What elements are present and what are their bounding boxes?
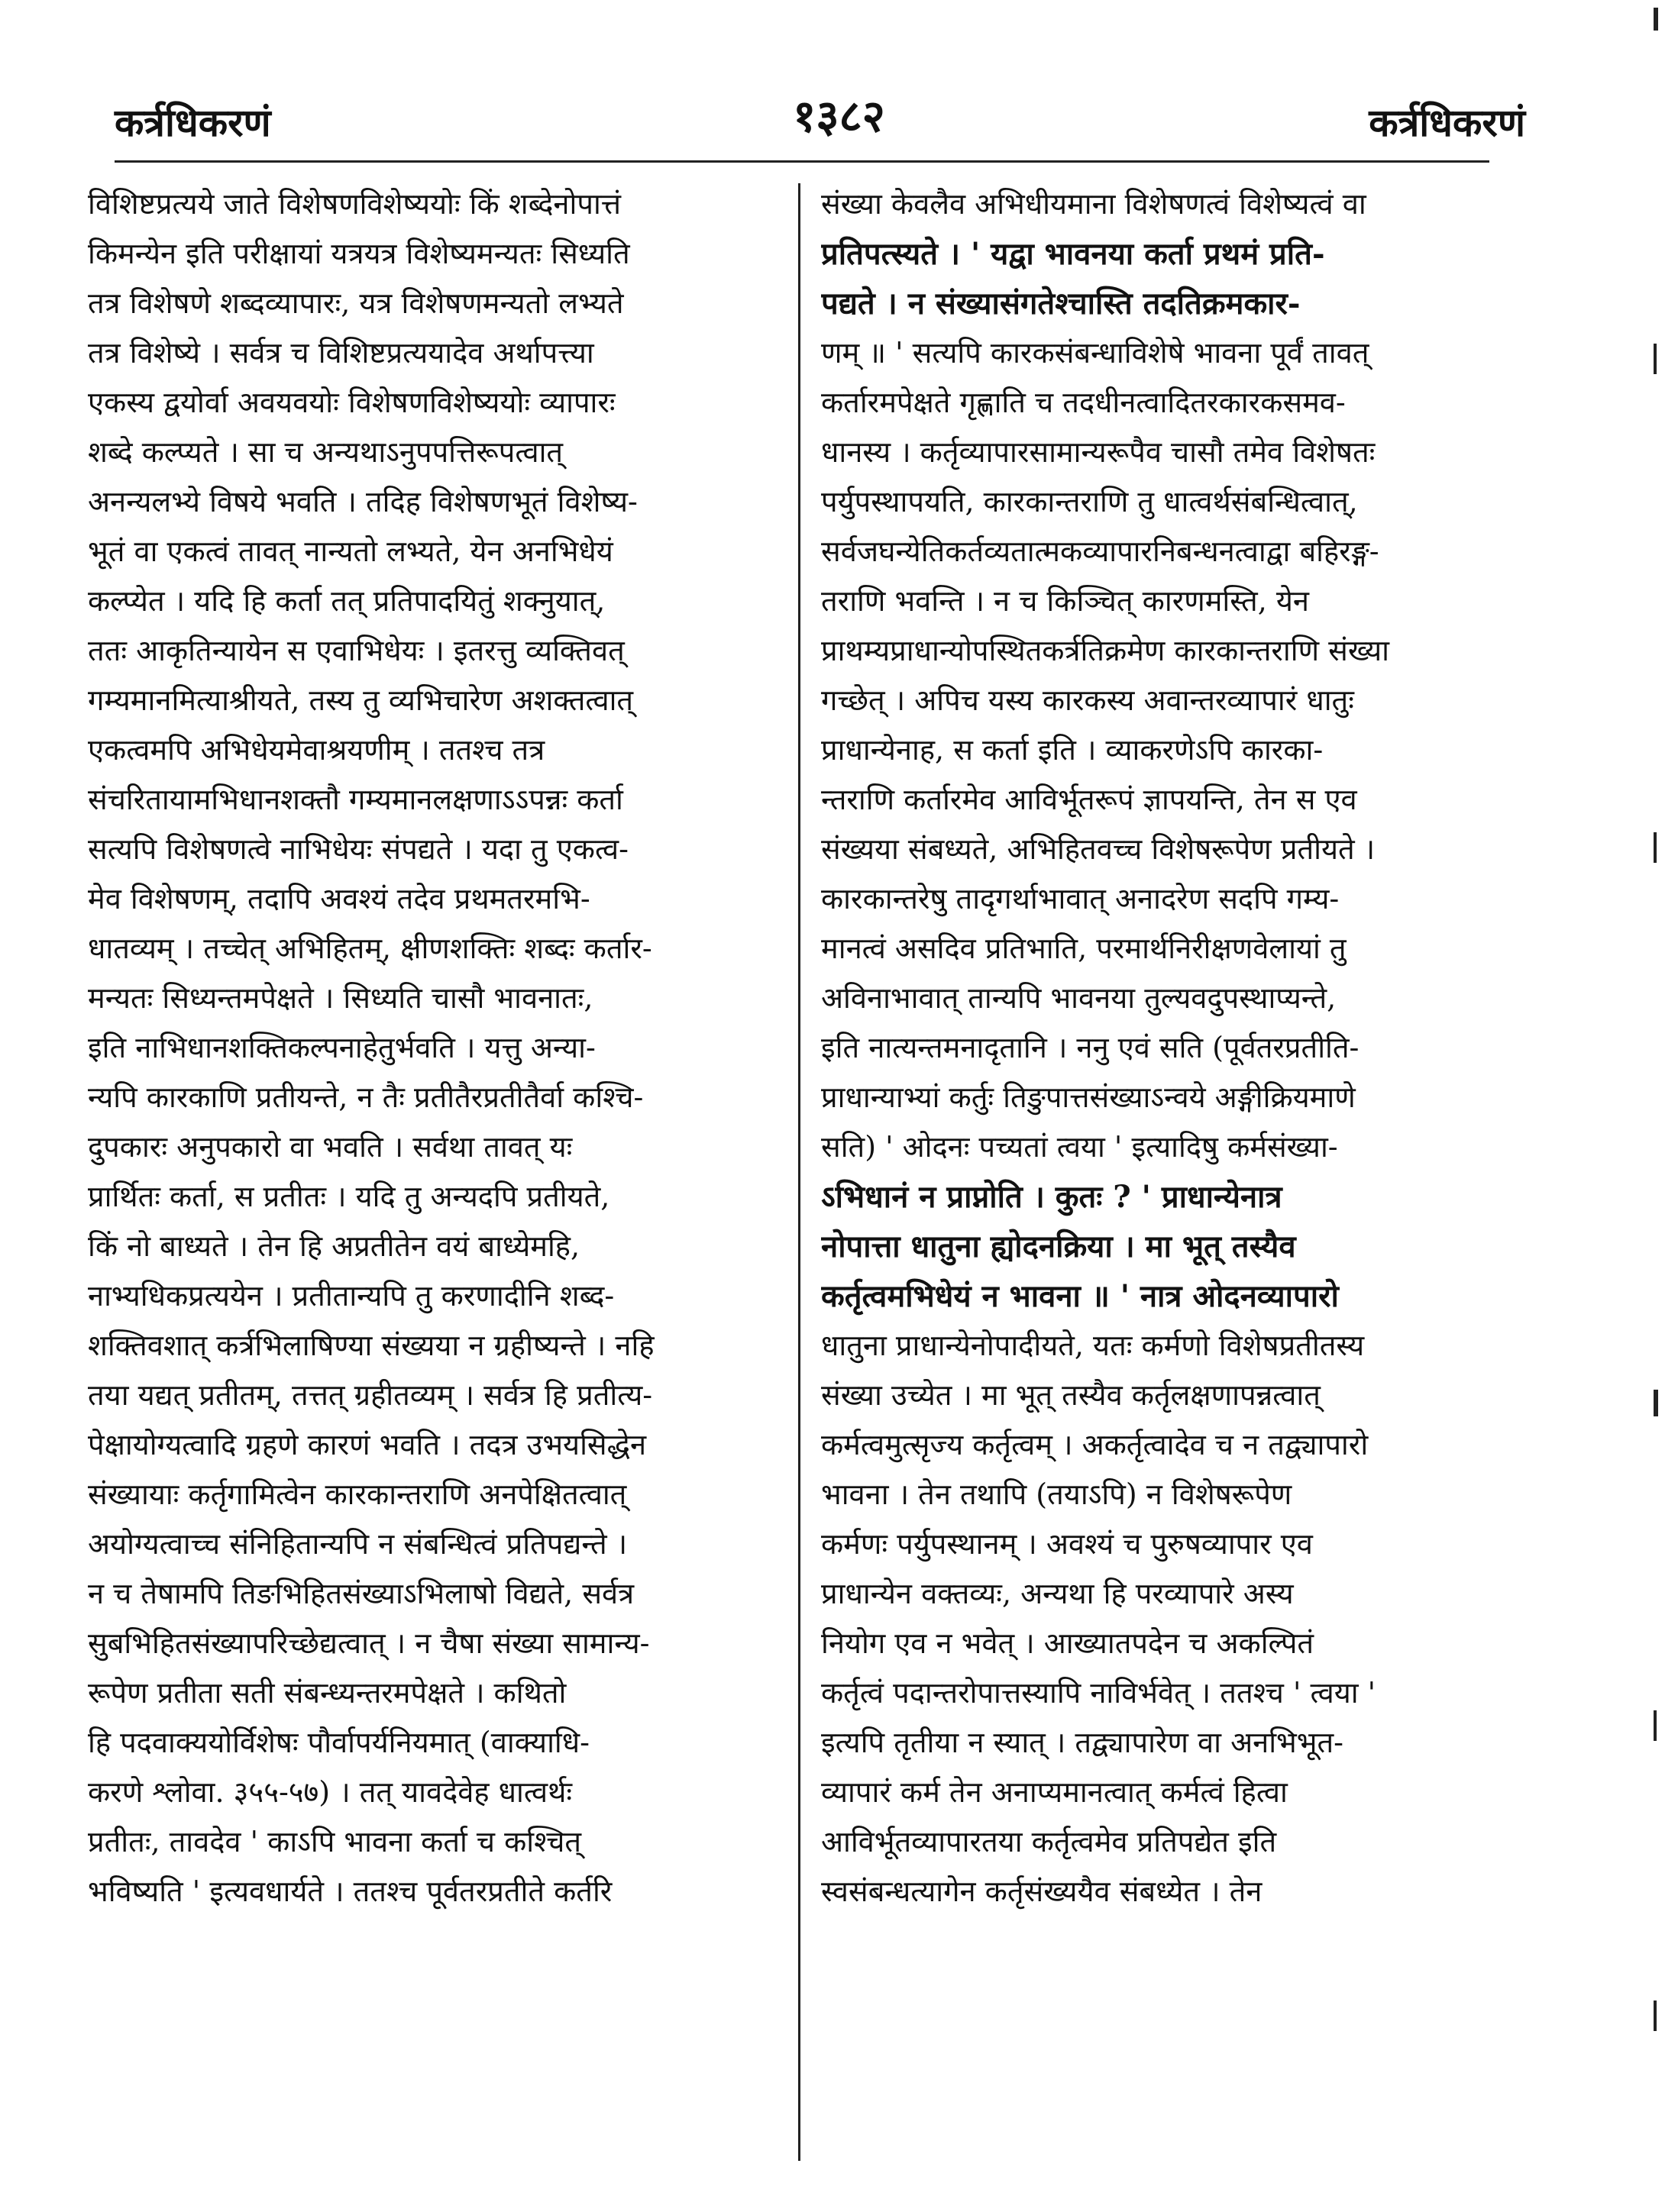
text-line: प्राथम्यप्राधान्योपस्थितकर्त्रतिक्रमेण कारकान्तराणि संख्या: [821, 634, 1389, 667]
text-line: कर्तृत्वं पदान्तरोपात्तस्यापि नाविर्भवेत् । ततश्च ' त्वया ': [821, 1676, 1376, 1710]
text-line: सति) ' ओदनः पच्यतां त्वया ' इत्यादिषु कर्मसंख्या-: [821, 1130, 1338, 1164]
quoted-verse-line: पद्यते । न संख्यासंगतेश्चास्ति तदतिक्रमकार-: [821, 286, 1301, 321]
text-line: न च तेषामपि तिङभिहितसंख्याऽभिलाषो विद्यते, सर्वत्र: [88, 1577, 635, 1610]
column-divider: [798, 183, 800, 2161]
scan-mark: [1654, 8, 1658, 31]
text-line: तया यद्यत् प्रतीतम्, तत्तत् ग्रहीतव्यम् । सर्वत्र हि प्रतीत्य-: [88, 1378, 653, 1412]
text-line: संख्या उच्येत । मा भूत् तस्यैव कर्तृलक्षणापन्नत्वात्: [821, 1378, 1321, 1412]
quoted-verse-line: ऽभिधानं न प्राप्नोति । कुतः ? ' प्राधान्येनात्र: [821, 1179, 1282, 1215]
header-rule: [115, 160, 1489, 163]
text-line: दुपकारः अनुपकारो वा भवति । सर्वथा तावत् यः: [88, 1130, 573, 1164]
text-line: प्रार्थितः कर्ता, स प्रतीतः । यदि तु अन्यदपि प्रतीयते,: [88, 1180, 610, 1213]
text-line: प्राधान्येनाह, स कर्ता इति । व्याकरणेऽपि कारका-: [821, 733, 1324, 767]
text-line: स्वसंबन्धत्यागेन कर्तृसंख्ययैव संबध्येत । तेन: [821, 1875, 1263, 1908]
text-line: अयोग्यत्वाच्च संनिहितान्यपि न संबन्धित्वं प्रतिपद्यन्ते ।: [88, 1527, 628, 1561]
text-line: इति नाभिधानशक्तिकल्पनाहेतुर्भवति । यत्तु अन्या-: [88, 1031, 596, 1064]
text-line: मानत्वं असदिव प्रतिभाति, परमार्थनिरीक्षणवेलायां तु: [821, 932, 1347, 965]
text-line: इत्यपि तृतीया न स्यात् । तद्व्यापारेण वा अनभिभूत-: [821, 1726, 1343, 1759]
text-line: भूतं वा एकत्वं तावत् नान्यतो लभ्यते, येन अनभिधेयं: [88, 534, 613, 568]
text-line: प्राधान्याभ्यां कर्तुः तिङुपात्तसंख्याऽन्वये अङ्गीक्रियमाणे: [821, 1080, 1356, 1114]
text-line: हि पदवाक्ययोर्विशेषः पौर्वापर्यनियमात् (वाक्याधि-: [88, 1726, 590, 1759]
text-line: नियोग एव न भवेत् । आख्यातपदेन च अकल्पितं: [821, 1626, 1314, 1660]
left-column: [88, 179, 775, 2165]
quoted-verse-line: नोपात्ता धातुना ह्योदनक्रिया । मा भूत् तस्यैव: [821, 1229, 1296, 1264]
text-line: धातुना प्राधान्येनोपादीयते, यतः कर्मणो विशेषप्रतीतस्य: [821, 1329, 1365, 1362]
right-column: [821, 179, 1508, 2165]
text-line: भविष्यति ' इत्यवधार्यते । ततश्च पूर्वतरप्रतीते कर्तरि: [88, 1875, 613, 1908]
text-line: व्यापारं कर्म तेन अनाप्यमानत्वात् कर्मत्वं हित्वा: [821, 1775, 1288, 1809]
text-line: आविर्भूतव्यापारतया कर्तृत्वमेव प्रतिपद्येत इति: [821, 1825, 1277, 1858]
text-line: सुबभिहितसंख्यापरिच्छेद्यत्वात् । न चैषा संख्या सामान्य-: [88, 1626, 650, 1660]
text-line: प्राधान्येन वक्तव्यः, अन्यथा हि परव्यापारे अस्य: [821, 1577, 1294, 1610]
text-line: पर्युपस्थापयति, कारकान्तराणि तु धात्वर्थसंबन्धित्वात्,: [821, 485, 1358, 518]
text-line: संचरितायामभिधानशक्तौ गम्यमानलक्षणाऽऽपन्नः कर्ता: [88, 783, 623, 816]
page-number: १३८२: [793, 90, 885, 142]
scan-mark: [1654, 1390, 1658, 1416]
text-line: धातव्यम् । तच्चेत् अभिहितम्, क्षीणशक्तिः शब्दः कर्तार-: [88, 932, 652, 965]
running-title-right: कर्त्रधिकरणं: [1369, 101, 1525, 145]
scan-mark: [1654, 1710, 1657, 1741]
text-line: अनन्यलभ्ये विषये भवति । तदिह विशेषणभूतं विशेष्य-: [88, 485, 638, 518]
text-line: न्यपि कारकाणि प्रतीयन्ते, न तैः प्रतीतैरप्रतीतैर्वा कश्चि-: [88, 1080, 644, 1114]
text-line: किं नो बाध्यते । तेन हि अप्रतीतेन वयं बाध्येमहि,: [88, 1229, 580, 1263]
text-line: गम्यमानमित्याश्रीयते, तस्य तु व्यभिचारेण अशक्तत्वात्: [88, 683, 634, 717]
text-line: विशिष्टप्रत्यये जाते विशेषणविशेष्ययोः किं शब्देनोपात्तं: [88, 187, 622, 221]
text-line: कर्तारमपेक्षते गृह्णाति च तदधीनत्वादितरकारकसमव-: [821, 386, 1346, 419]
text-line: संख्यायाः कर्तृगामित्वेन कारकान्तराणि अनपेक्षितत्वात्: [88, 1477, 627, 1511]
text-line: पेक्षायोग्यत्वादि ग्रहणे कारणं भवति । तदत्र उभयसिद्धेन: [88, 1428, 647, 1461]
page-header: [0, 0, 1678, 176]
text-line: मेव विशेषणम्, तदापि अवश्यं तदेव प्रथमतरमभि-: [88, 882, 590, 915]
text-line: संख्यया संबध्यते, अभिहितवच्च विशेषरूपेण प्रतीयते ।: [821, 832, 1376, 866]
text-line: गच्छेत् । अपिच यस्य कारकस्य अवान्तरव्यापारं धातुः: [821, 683, 1354, 717]
text-line: रूपेण प्रतीता सती संबन्ध्यन्तरमपेक्षते । कथितो: [88, 1676, 567, 1710]
text-line: धानस्य । कर्तृव्यापारसामान्यरूपैव चासौ तमेव विशेषतः: [821, 435, 1376, 469]
text-line: किमन्येन इति परीक्षायां यत्रयत्र विशेष्यमन्यतः सिध्यति: [88, 237, 630, 270]
text-line: णम् ॥ ' सत्यपि कारकसंबन्धाविशेषे भावना पूर्वं तावत्: [821, 336, 1369, 370]
text-line: संख्या केवलैव अभिधीयमाना विशेषणत्वं विशेष्यत्वं वा: [821, 187, 1366, 221]
running-title-left: कर्त्रधिकरणं: [115, 101, 271, 145]
text-line: इति नात्यन्तमनादृतानि । ननु एवं सति (पूर्वतरप्रतीति-: [821, 1031, 1360, 1064]
text-line: तराणि भवन्ति । न च किञ्चित् कारणमस्ति, येन: [821, 584, 1310, 618]
text-line: एकत्वमपि अभिधेयमेवाश्रयणीम् । ततश्च तत्र: [88, 733, 545, 767]
scan-mark: [1654, 344, 1657, 374]
scan-mark: [1654, 2000, 1657, 2031]
text-line: कर्मत्वमुत्सृज्य कर्तृत्वम् । अकर्तृत्वादेव च न तद्व्यापारो: [821, 1428, 1369, 1461]
text-line: कर्मणः पर्युपस्थानम् । अवश्यं च पुरुषव्यापार एव: [821, 1527, 1313, 1561]
quoted-verse-line: कर्तृत्वमभिधेयं न भावना ॥ ' नात्र ओदनव्यापारो: [821, 1278, 1339, 1314]
text-line: शक्तिवशात् कर्त्रभिलाषिण्या संख्यया न ग्रहीष्यन्ते । नहि: [88, 1329, 655, 1362]
text-line: न्तराणि कर्तारमेव आविर्भूतरूपं ज्ञापयन्ति, तेन स एव: [821, 783, 1357, 816]
text-line: शब्दे कल्प्यते । सा च अन्यथाऽनुपपत्तिरूपत्वात्: [88, 435, 564, 469]
text-line: कल्प्येत । यदि हि कर्ता तत् प्रतिपादयितुं शक्नुयात्,: [88, 584, 606, 618]
quoted-verse-line: प्रतिपत्स्यते । ' यद्वा भावनया कर्ता प्रथमं प्रति-: [821, 236, 1325, 272]
text-line: तत्र विशेष्ये । सर्वत्र च विशिष्टप्रत्ययादेव अर्थापत्त्या: [88, 336, 594, 370]
text-line: सत्यपि विशेषणत्वे नाभिधेयः संपद्यते । यदा तु एकत्व-: [88, 832, 629, 866]
text-line: अविनाभावात् तान्यपि भावनया तुल्यवदुपस्थाप्यन्ते,: [821, 981, 1337, 1015]
text-line: प्रतीतः, तावदेव ' काऽपि भावना कर्ता च कश्चित्: [88, 1825, 582, 1858]
text-line: नाभ्यधिकप्रत्ययेन । प्रतीतान्यपि तु करणादीनि शब्द-: [88, 1279, 615, 1313]
text-line: एकस्य द्वयोर्वा अवयवयोः विशेषणविशेष्ययोः व्यापारः: [88, 386, 616, 419]
text-line: सर्वजघन्येतिकर्तव्यतात्मकव्यापारनिबन्धनत्वाद्वा बहिरङ्ग-: [821, 534, 1379, 568]
text-line: करणे श्लोवा. ३५५-५७) । तत् यावदेवेह धात्वर्थः: [88, 1775, 573, 1809]
text-line: मन्यतः सिध्यन्तमपेक्षते । सिध्यति चासौ भावनातः,: [88, 981, 593, 1015]
text-line: तत्र विशेषणे शब्दव्यापारः, यत्र विशेषणमन्यतो लभ्यते: [88, 286, 624, 320]
scan-mark: [1654, 832, 1657, 863]
text-line: भावना । तेन तथापि (तयाऽपि) न विशेषरूपेण: [821, 1477, 1292, 1511]
text-line: कारकान्तरेषु तादृगर्थाभावात् अनादरेण सदपि गम्य-: [821, 882, 1340, 915]
text-line: ततः आकृतिन्यायेन स एवाभिधेयः । इतरत्तु व्यक्तिवत्: [88, 634, 625, 667]
